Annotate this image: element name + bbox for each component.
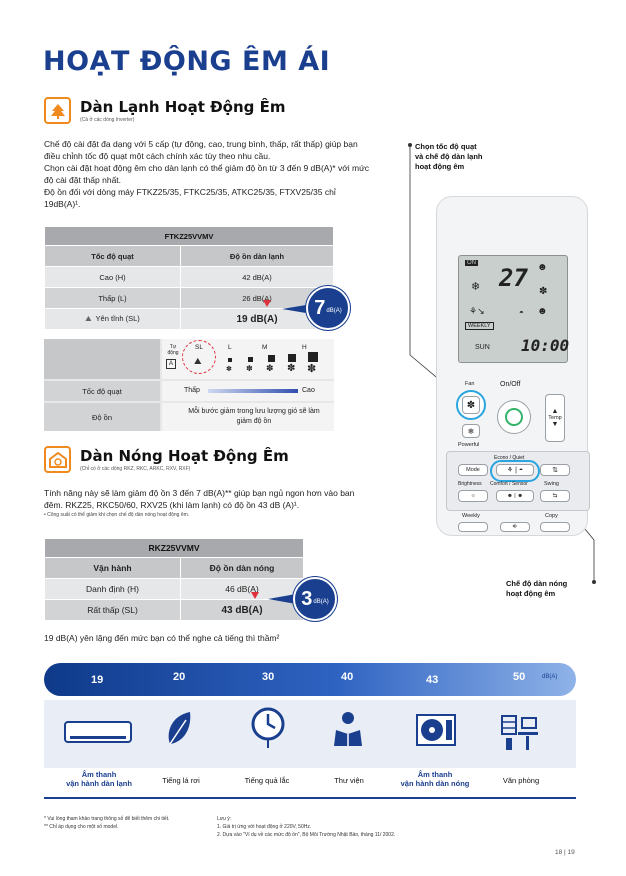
scale-value-43: 43 xyxy=(426,674,439,686)
level-bar-icon xyxy=(268,355,275,362)
fan-medium-icon: ✽ xyxy=(266,363,274,373)
leaf-icon xyxy=(164,710,194,750)
reduction-badge-3: 3 dB(A) xyxy=(293,577,337,621)
comfort-sensor-button[interactable]: ☻ | ☻ xyxy=(496,490,534,502)
table1-col-noise: Độ ồn dàn lạnh xyxy=(181,246,334,267)
remote-lcd xyxy=(458,255,568,363)
lcd-temperature: 27 xyxy=(499,264,528,292)
pendulum-clock-icon xyxy=(250,706,286,750)
caption-pendulum: Tiếng quả lắc xyxy=(244,776,290,785)
econo-quiet-button[interactable]: ⚘ | ◓ xyxy=(496,464,534,476)
brightness-button[interactable]: ☼ xyxy=(458,490,488,502)
copy-button[interactable] xyxy=(540,522,570,532)
powerful-button[interactable]: ❄ xyxy=(462,424,480,438)
lcd-day: SUN xyxy=(475,344,490,351)
fan-level-m: M xyxy=(262,344,268,351)
temp-rocker-button[interactable]: ▲ Temp ▼ xyxy=(545,394,565,442)
table-row: Cao (H) 42 dB(A) xyxy=(45,267,334,288)
fan-speed-low: Thấp xyxy=(184,387,200,394)
fan-level-l: L xyxy=(228,344,232,351)
comparison-line: 19 dB(A) yên lặng đến mức bạn có thể nghe cả tiếng thì thầm² xyxy=(44,633,280,643)
caption-library: Thư viện xyxy=(334,776,364,785)
quiet-mode-icon: ⛰ xyxy=(85,314,92,323)
decibel-scale-bar xyxy=(44,663,576,696)
outdoor-unit-icon xyxy=(416,714,456,750)
mode-button[interactable]: Mode xyxy=(458,464,488,476)
lcd-sensor-icon: ☻ xyxy=(537,306,548,317)
level-bar-icon xyxy=(308,352,318,362)
noise-description: Mỗi bước giảm trong lưu lượng gió sẽ làm giảm độ ồn xyxy=(188,408,320,425)
footnotes-right: Lưu ý: 1. Giá trị ứng với hoạt động ở 220V, 50Hz. 2. Dựa vào "Ví dụ về các mức độ ồn", Bộ Môi Trường Nhật Bản, tháng 11/ 2002. xyxy=(217,816,396,838)
section2-heading: Dàn Nóng Hoạt Động Êm xyxy=(80,447,289,465)
section1-paragraph1: Chế độ cài đặt đa dạng với 5 cấp (tự động, cao, trung bình, thấp, rất thấp) giúp bạn điều chỉnh tốc độ quạt một cách chính xác tùy theo nhu cầu. xyxy=(44,139,358,161)
temp-down-icon: ▼ xyxy=(551,421,559,428)
scale-value-19: 19 xyxy=(91,674,104,686)
table-row: Danh định (H) 46 dB(A) xyxy=(45,579,304,600)
office-desk-icon xyxy=(500,712,540,752)
table1-col-speed: Tốc độ quạt xyxy=(45,246,181,267)
fan-speed-row-label: Tốc độ quạt xyxy=(82,387,122,396)
section1-paragraph2: Chọn cài đặt hoạt động êm cho dàn lạnh có thể giảm độ ồn từ 3 đến 9 dB(A)* với mức độ cài đặt thấp nhất. xyxy=(44,163,370,185)
page-number: 18 | 19 xyxy=(555,849,575,856)
fan-label: Fan xyxy=(465,381,475,387)
fan-medium-icon: ✽ xyxy=(287,363,296,374)
scale-value-30: 30 xyxy=(262,671,275,683)
table-row: ⛰ Yên tĩnh (SL) 19 dB(A) xyxy=(45,309,334,330)
divider xyxy=(44,797,576,799)
quiet-tree-icon: ⛰ xyxy=(194,356,202,366)
fan-speed-table xyxy=(44,339,334,431)
fan-large-icon: ✽ xyxy=(307,363,317,375)
table2-col-noise: Độ ồn dàn nóng xyxy=(181,558,304,579)
econo-label: Econo / Quiet xyxy=(494,455,525,461)
section1-heading: Dàn Lạnh Hoạt Động Êm xyxy=(80,98,286,116)
fan-small-icon: ✽ xyxy=(246,364,253,373)
section1-paragraph3: Độ ồn đối với dòng máy FTKZ25/35, FTKC25/35, ATKC25/35, FTXV25/35 chỉ 19dB(A)¹. xyxy=(44,187,336,209)
fan-small-icon: ✽ xyxy=(226,366,232,373)
indoor-noise-table xyxy=(44,226,334,330)
swing-label: Swing xyxy=(544,481,559,487)
table2-model: RKZ25VVMV xyxy=(45,539,304,558)
scale-unit: dB(A) xyxy=(542,674,558,680)
table1-model: FTKZ25VVMV xyxy=(45,227,334,246)
callout-fan-speed: Chọn tốc độ quạt và chế độ dàn lạnh hoạt động êm xyxy=(415,142,483,171)
fan-button[interactable]: ✽ xyxy=(462,396,480,414)
outdoor-noise-table xyxy=(44,538,304,621)
section1-subheading: (Cả ở các dòng Inverter) xyxy=(80,117,135,123)
copy-label: Copy xyxy=(545,513,558,519)
weekly-button[interactable] xyxy=(458,522,488,532)
lcd-person-icon: ☻ xyxy=(537,262,548,273)
onoff-label: On/Off xyxy=(500,381,521,388)
table-row: Rất thấp (SL) 43 dB(A) xyxy=(45,600,304,621)
table-row: Thấp (L) 26 dB(A) xyxy=(45,288,334,309)
lcd-time: 10:00 xyxy=(521,336,570,355)
caption-leaves: Tiếng lá rơi xyxy=(162,776,200,785)
level-bar-icon xyxy=(228,358,232,362)
lcd-snowflake-icon: ❄ xyxy=(471,281,481,293)
temp-up-icon: ▲ xyxy=(551,408,559,415)
down-arrow-icon xyxy=(251,592,259,599)
scale-value-50: 50 xyxy=(513,671,526,683)
level-bar-icon xyxy=(288,354,296,362)
library-reader-icon xyxy=(332,710,364,750)
table2-col-mode: Vận hành xyxy=(45,558,181,579)
caption-outdoor-sound: Âm thanh vận hành dàn nóng xyxy=(400,770,470,788)
fan-auto-label: Tự động xyxy=(167,344,179,356)
callout-outdoor-quiet: Chế độ dàn nóng hoạt động êm xyxy=(506,579,568,598)
scale-value-40: 40 xyxy=(341,671,354,683)
section2-paragraph: Tính năng này sẽ làm giảm độ ồn 3 đến 7 dB(A)** giúp bạn ngủ ngon hơn vào ban đêm. RKZ25, RKC50/60, RXV25 (khi làm lạnh) có độ ồn 43 dB (A)¹. xyxy=(44,488,355,510)
caption-indoor-sound: Âm thanh vận hành dàn lạnh xyxy=(66,770,132,788)
auto-icon: A xyxy=(166,359,176,369)
lcd-weekly: WEEKLY xyxy=(465,322,494,330)
program-button[interactable]: ⎆ xyxy=(500,522,530,532)
swing-button[interactable]: ⇆ xyxy=(540,490,570,502)
down-arrow-icon xyxy=(263,300,271,307)
page-title: HOẠT ĐỘNG ÊM ÁI xyxy=(43,46,331,77)
section2-subheading: (Chỉ có ở các dòng RKZ, RKC, ARKC, RXV, RXF) xyxy=(80,466,191,472)
badge-pointer xyxy=(268,594,296,604)
fan-speed-high: Cao xyxy=(302,387,315,394)
noise-row-label: Độ ồn xyxy=(91,413,112,422)
scale-value-20: 20 xyxy=(173,671,186,683)
lcd-mode-icons: ⚘↘ xyxy=(469,306,485,316)
swing-up-button[interactable]: ⇅ xyxy=(540,464,570,476)
section2-note: • Công suất có thể giảm khi chọn chế độ dàn nóng hoạt động êm. xyxy=(44,512,190,518)
lcd-fan-icon: ✽ xyxy=(539,286,548,297)
footnotes-left: * Vui lòng tham khảo trang thông số để biết thêm chi tiết. ** Chỉ áp dụng cho một số model. xyxy=(44,816,170,830)
lcd-on: ON xyxy=(467,260,476,266)
power-button[interactable] xyxy=(497,400,531,434)
power-icon xyxy=(505,408,523,426)
indoor-unit-quiet-icon xyxy=(44,97,71,124)
weekly-label: Weekly xyxy=(462,513,480,519)
outdoor-unit-quiet-icon xyxy=(44,446,71,473)
level-bar-icon xyxy=(248,357,253,362)
lcd-econo-icon: ◓ xyxy=(519,308,524,317)
fan-level-sl: SL xyxy=(195,344,203,351)
comfort-sensor-label: Comfort / Sensor xyxy=(490,481,528,487)
caption-office: Văn phòng xyxy=(502,776,540,785)
reduction-badge-7: 7 dB(A) xyxy=(306,286,350,330)
brightness-label: Brightness xyxy=(458,481,482,487)
fan-speed-gradient-bar xyxy=(208,389,298,393)
powerful-label: Powerful xyxy=(458,442,480,448)
indoor-unit-icon xyxy=(64,718,132,748)
fan-level-h: H xyxy=(302,344,307,351)
